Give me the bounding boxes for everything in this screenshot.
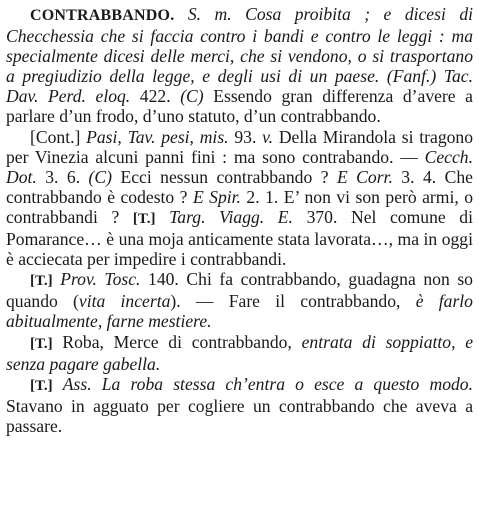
compiler-mark: (C)	[88, 166, 112, 187]
tag-t: [T.]	[30, 335, 53, 352]
entry-examples-paragraph	[6, 127, 473, 270]
definition-text: entrata di soppiatto, e senza pagare gabella.	[6, 331, 474, 374]
citation: E Spir.	[192, 186, 241, 207]
quotation: Della Mirandola si tragono per Vinezia alcuni panni fini : ma sono contrabando. —	[6, 126, 474, 167]
quotation: Nel comune di Pomarance… è una moja anticamente stata lavorata…, ma in oggi è acciecata per impedire i contrabbandi.	[6, 206, 473, 270]
compiler-mark: (C)	[180, 86, 204, 107]
citation: Tac. Dav. Perd. eloq.	[6, 66, 473, 107]
definition-text: è farlo abitualmente, farne mestiere.	[6, 291, 473, 332]
quotation: Chi fa contrabbando, guadagna non so quando (	[6, 269, 473, 312]
quotation: E’ non vi son però armi, o contrabbandi ?	[6, 186, 474, 227]
citation: Targ. Viagg. E.	[169, 206, 293, 227]
citation-verso: v.	[262, 126, 274, 147]
entry-proverb-paragraph	[6, 269, 473, 331]
tag-t: [T.]	[132, 210, 156, 227]
tag-t: [T.]	[30, 377, 53, 394]
quotation-gloss: vita incerta	[78, 291, 171, 312]
citation: Pasi, Tav. pesi, mis.	[86, 126, 229, 147]
citation: Prov. Tosc.	[60, 269, 141, 290]
citation: Cecch. Dot.	[6, 146, 473, 187]
quotation: Stavano in agguato per cogliere un contrabbando che aveva a passare.	[6, 395, 473, 436]
quotation: Essendo gran differenza d’avere a parlare d’un frodo, d’uno statuto, d’un contrabbando.	[6, 86, 473, 127]
entry-definition-paragraph	[6, 4, 473, 127]
citation: E Corr.	[336, 166, 393, 187]
citation-number: 3. 6.	[45, 166, 81, 187]
citation-number: 140.	[148, 269, 179, 290]
tag-t: [T.]	[30, 273, 53, 290]
citation-number: 2. 1.	[246, 186, 279, 207]
entry-sense-paragraph	[6, 332, 473, 374]
sense-phrase: Roba, Merce di contrabbando,	[62, 331, 292, 352]
grammar-label: S. m.	[187, 4, 232, 24]
citation-number: 422.	[139, 86, 171, 107]
quotation: Ecci nessun contrabbando ?	[120, 166, 329, 187]
definition-text: Ass. La roba stessa ch’entra o esce a questo modo.	[62, 373, 473, 394]
definition-text: Cosa proibita ; e dicesi di Checchessia che si faccia contro i bandi e contro le leggi : ma specialmente dicesi delle merci, che si vendono, o si trasportano a pregiudizio della legge, e degli usi di un paese.	[6, 4, 474, 87]
citation-number: 370.	[306, 206, 338, 227]
tag-cont: [Cont.]	[30, 126, 81, 147]
citation-number: 93.	[234, 126, 257, 147]
entry-absolute-paragraph	[6, 374, 473, 436]
quotation: Che contrabbando è codesto ?	[6, 166, 473, 207]
source-ref: (Fanf.)	[386, 66, 437, 87]
quotation: ). — Fare il contrabbando,	[170, 291, 401, 312]
headword: CONTRABBANDO.	[30, 7, 175, 24]
citation-number: 3. 4.	[401, 166, 437, 187]
